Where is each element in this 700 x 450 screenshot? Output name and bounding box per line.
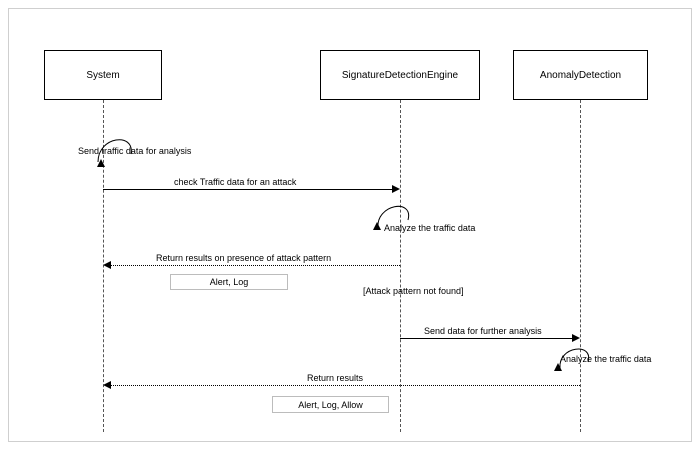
lifeline-box-system: [44, 50, 162, 100]
message-line-return-results: [111, 385, 580, 386]
lifeline-box-anomalydetection: [513, 50, 648, 100]
lifeline-label-anomalydetection: AnomalyDetection: [539, 69, 622, 81]
arrow-head-6: [554, 363, 562, 371]
message-label-analyze-the-traffic-data-1: Analyze the traffic data: [384, 223, 476, 233]
message-label-send-data-for-further-analysis: Send data for further analysis: [424, 326, 542, 336]
arrow-head-3: [373, 222, 381, 230]
message-line-send-data-for-further-analysis: [400, 338, 572, 339]
message-label-check-traffic-data-for-an-attack: check Traffic data for an attack: [174, 177, 297, 187]
arrow-head-4: [103, 261, 111, 269]
note-label-alert-log-allow: Alert, Log, Allow: [298, 399, 363, 410]
lifeline-label-signaturedetectionengine: SignatureDetectionEngine: [341, 69, 459, 81]
note-alert-log: [170, 274, 288, 290]
message-label-analyze-the-traffic-data-2: Analyze the traffic data: [560, 354, 652, 364]
message-label-return-results-on-presence-of-attack-pattern: Return results on presence of attack pattern: [156, 253, 332, 263]
arrow-head-2: [392, 185, 400, 193]
note-label-alert-log: Alert, Log: [209, 277, 249, 287]
lifeline-box-signaturedetectionengine: [320, 50, 480, 100]
message-line-check-traffic-data: [103, 189, 392, 190]
message-line-return-results-attack-pattern: [111, 265, 400, 266]
note-alert-log-allow: [272, 396, 389, 413]
arrow-head-1: [97, 159, 105, 167]
lifeline-label-system: System: [86, 69, 120, 81]
arrow-head-7: [103, 381, 111, 389]
message-label-return-results: Return results: [307, 373, 364, 383]
guard-attack-pattern-not-found: [Attack pattern not found]: [363, 286, 464, 296]
lifeline-line-anomalydetection: [580, 100, 581, 432]
message-label-send-traffic-data-for-analysis: Send traffic data for analysis: [78, 146, 192, 156]
lifeline-line-signaturedetectionengine: [400, 100, 401, 432]
